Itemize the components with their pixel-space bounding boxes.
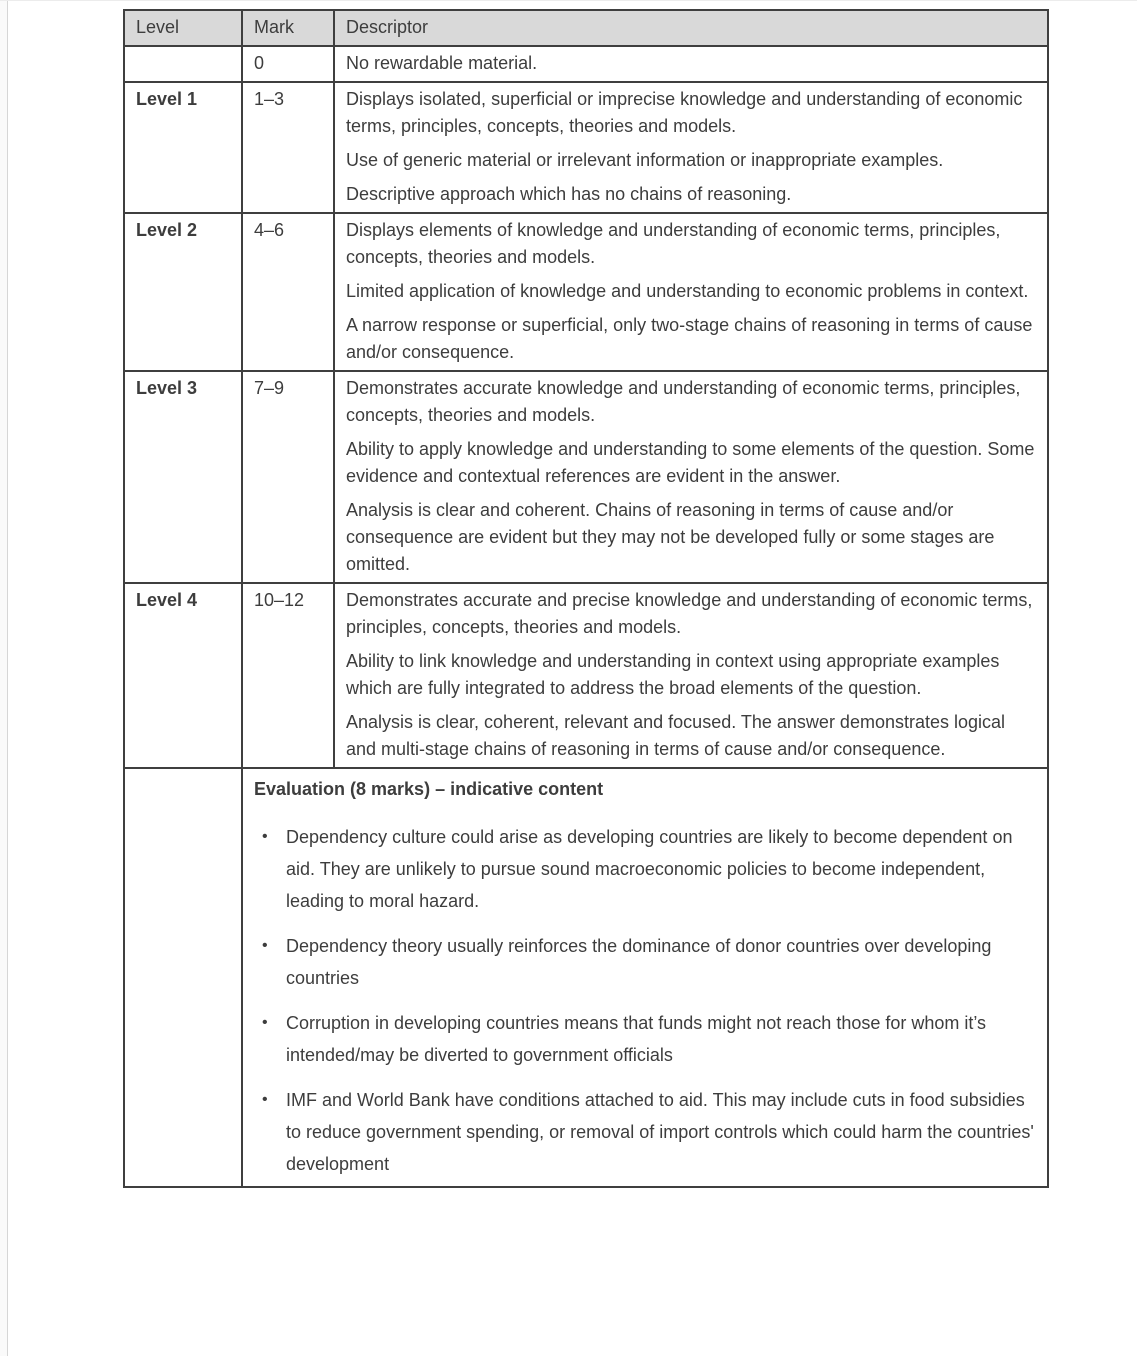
- bullet-icon: •: [262, 937, 268, 955]
- mark-scheme-table-container: [123, 9, 1049, 1188]
- descriptor-cell: [334, 371, 1048, 583]
- descriptor-paragraph: A narrow response or superficial, only two-stage chains of reasoning in terms of cause and/or consequence.: [346, 315, 1033, 362]
- level-cell: [124, 46, 242, 82]
- bullet-item: [262, 1007, 1037, 1071]
- header-mark: Mark: [242, 10, 334, 46]
- descriptor-paragraph: Displays isolated, superficial or imprecise knowledge and understanding of economic terms, principles, concepts, theories and models.: [346, 89, 1023, 136]
- header-level: Level: [124, 10, 242, 46]
- bullet-item: [262, 821, 1037, 917]
- descriptor-paragraph: Limited application of knowledge and understanding to economic problems in context.: [346, 281, 1029, 301]
- descriptor-paragraph: No rewardable material.: [346, 53, 538, 73]
- bullet-text: Dependency culture could arise as developing countries are likely to become dependent on aid. They are unlikely to pursue sound macroeconomic policies to become independent, leading to moral hazard.: [286, 827, 1013, 912]
- descriptor-cell: [334, 46, 1048, 82]
- descriptor-paragraph: Displays elements of knowledge and understanding of economic terms, principles, concepts, theories and models.: [346, 220, 1001, 267]
- mark-scheme-table: [123, 9, 1049, 1188]
- level-cell: Level 3: [124, 371, 242, 583]
- bullet-icon: •: [262, 1014, 268, 1032]
- bullet-icon: •: [262, 1091, 268, 1109]
- descriptor-cell: [334, 583, 1048, 768]
- bullet-text: Corruption in developing countries means that funds might not reach those for whom it’s intended/may be diverted to government officials: [286, 1013, 987, 1066]
- mark-cell: 4–6: [242, 213, 334, 371]
- evaluation-heading: Evaluation (8 marks) – indicative content: [254, 779, 604, 799]
- mark-cell: 10–12: [242, 583, 334, 768]
- descriptor-paragraph: Use of generic material or irrelevant information or inappropriate examples.: [346, 150, 944, 170]
- descriptor-paragraph: Analysis is clear, coherent, relevant and focused. The answer demonstrates logical and multi-stage chains of reasoning in terms of cause and/or consequence.: [346, 712, 1006, 759]
- level-cell: Level 2: [124, 213, 242, 371]
- bullet-item: [262, 930, 1037, 994]
- table-row-level-0: [124, 46, 1048, 82]
- descriptor-cell: [334, 82, 1048, 213]
- level-cell: Level 1: [124, 82, 242, 213]
- mark-cell: 0: [242, 46, 334, 82]
- descriptor-paragraph: Analysis is clear and coherent. Chains of reasoning in terms of cause and/or consequence are evident but they may not be developed fully or some stages are omitted.: [346, 500, 995, 574]
- descriptor-paragraph: Descriptive approach which has no chains of reasoning.: [346, 184, 792, 204]
- table-row-evaluation: [124, 768, 1048, 1187]
- evaluation-bullet-list: [254, 821, 1037, 1180]
- mark-cell: 7–9: [242, 371, 334, 583]
- header-descriptor: Descriptor: [334, 10, 1048, 46]
- table-row-level-1: [124, 82, 1048, 213]
- bullet-text: Dependency theory usually reinforces the dominance of donor countries over developing countries: [286, 936, 992, 989]
- table-row-level-3: [124, 371, 1048, 583]
- descriptor-paragraph: Demonstrates accurate and precise knowledge and understanding of economic terms, principles, concepts, theories and models.: [346, 590, 1033, 637]
- descriptor-paragraph: Ability to apply knowledge and understanding to some elements of the question. Some evidence and contextual references are evident in the answer.: [346, 439, 1035, 486]
- bullet-item: [262, 1084, 1037, 1180]
- table-row-level-4: [124, 583, 1048, 768]
- descriptor-paragraph: Ability to link knowledge and understanding in context using appropriate examples which are fully integrated to address the broad elements of the question.: [346, 651, 1000, 698]
- page-left-edge-divider: [0, 1, 8, 1356]
- bullet-text: IMF and World Bank have conditions attached to aid. This may include cuts in food subsidies to reduce government spending, or removal of import controls which could harm the countries' development: [286, 1090, 1034, 1175]
- evaluation-cell: [242, 768, 1048, 1187]
- bullet-icon: •: [262, 828, 268, 845]
- descriptor-paragraph: Demonstrates accurate knowledge and understanding of economic terms, principles, concepts, theories and models.: [346, 378, 1021, 425]
- table-header-row: [124, 10, 1048, 46]
- descriptor-cell: [334, 213, 1048, 371]
- mark-cell: 1–3: [242, 82, 334, 213]
- level-cell-empty: [124, 768, 242, 1187]
- level-cell: Level 4: [124, 583, 242, 768]
- table-row-level-2: [124, 213, 1048, 371]
